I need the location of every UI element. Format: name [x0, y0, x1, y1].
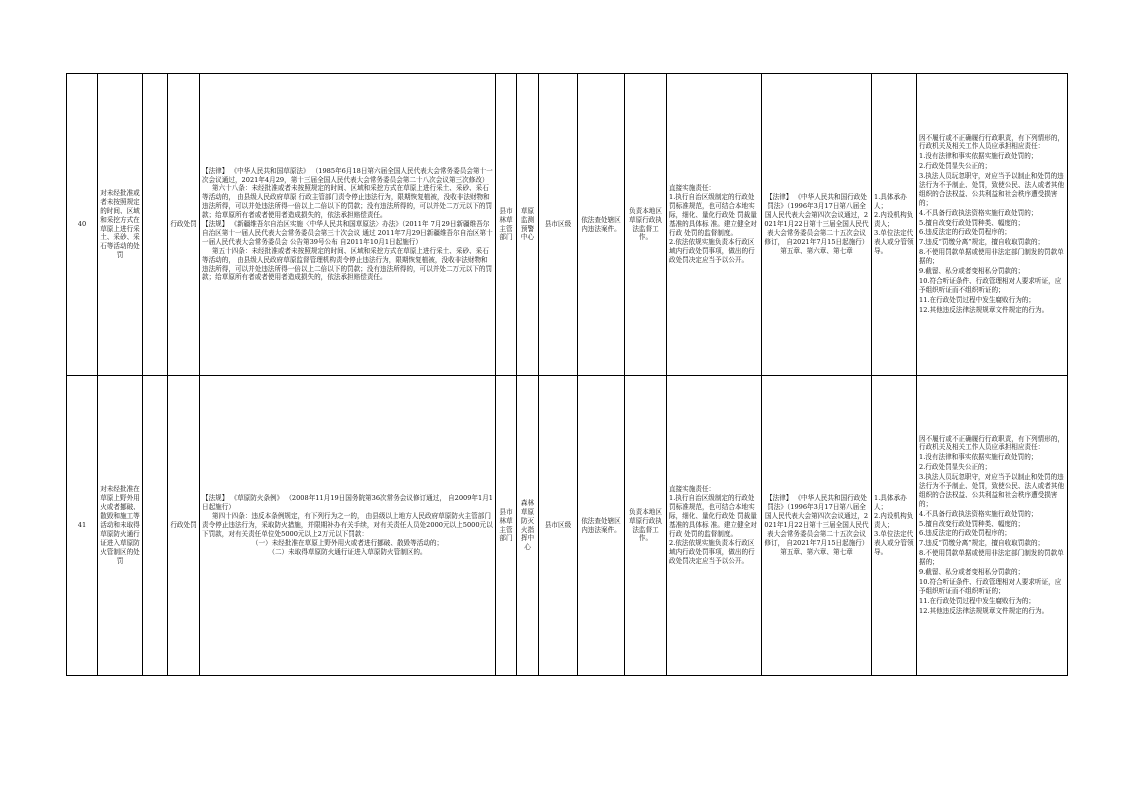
accountability-item: 2.行政处罚显失公正的；	[919, 463, 992, 472]
department: 县市林草主管部门	[496, 74, 517, 376]
basis-paragraph: （一）未经批准在草原上野外用火或者进行挪破、散毁等活动的；	[251, 538, 444, 547]
basis-paragraph: 【法规】 《新疆维吾尔自治区实施〈中华人民共和国草原法〉办法》（2011年 7月29日新疆维吾尔自治区第十一届人民代表大会常务委员会第三十次会议 通过 2011年7月29日新疆维吾尔自治区第十一届人民代表大会常务委员会 公告第39号公布 自2011年10月1日起施行）	[202, 220, 493, 246]
accountability-item: 2.行政处罚显失公正的；	[919, 162, 992, 171]
basis-paragraph: 第六十八条：未经批准或者未按照规定的时间、区域和采挖方式在草原上进行采土、采砂、采石等活动的， 由县级人民政府草原 行政主管部门责令停止违法行为，限期恢复植被，没收非法财物和违法所得，可以并处违法所得一倍以上二倍以下的罚款；没有违法所得的，可以并处二万元以下的罚款；给草原所有者或者使用者造成损失的，依法承担赔偿责任。	[202, 184, 493, 220]
accountability-item: 6.违反法定的行政处罚程序的；	[919, 228, 1012, 237]
accountability-item: 8.不使用罚款单据或使用非法定部门制发的罚款单据的；	[919, 248, 1064, 266]
scope: 依法查处辖区内违法案件。	[578, 376, 625, 676]
responsible-item: 2.内设机构负责人；	[874, 512, 914, 530]
table-row	[67, 376, 1068, 676]
accountability-item: 7.违反“罚缴分离”规定，擅自收取罚款的；	[919, 539, 1045, 548]
item-category: 行政处罚	[168, 74, 200, 376]
basis-paragraph: 第五十四条：未经批准或者未按照规定的时间、区域和采挖方式在草原上进行采土、采砂、采石等活动的， 由县级人民政府草原监督管理机构责令停止违法行为，限期恢复植被，没收非法财物和违法所得，可以并处违法所得一倍以上二倍以下的罚款；没有违法所得的，可以并处二万元以下的罚款；给草原所有者或者使用者造成损失的，依法承担赔偿责任。	[202, 246, 493, 282]
accountability-item: 10.符合听证条件、行政管理相对人要求听证，应予组织听证而不组织听证的；	[919, 276, 1062, 294]
duties: 直接实施责任： 1.执行自治区级制定的行政处罚标准规范，也可结合本地实际，细化、量化行政处 罚裁量基准的具体标 准。建立健全对行政 处罚的监督制度。 2.依法依规实施负责本行政区域内行政处罚事项，做出的行政处罚决定应当予以公开。	[667, 376, 762, 676]
legal-basis	[200, 74, 496, 376]
accountability-item: 8.不使用罚款单据或使用非法定部门制发的罚款单据的；	[919, 549, 1064, 567]
accountability-item: 9.截留、私分或者变相私分罚款的；	[919, 568, 1025, 576]
sub-item	[143, 376, 168, 676]
responsible-item: 3.单位法定代表人或分管领导。	[874, 529, 914, 556]
accountability	[917, 376, 1068, 676]
responsible-item: 1.具体承办人；	[874, 193, 907, 211]
level: 县市区级	[539, 74, 578, 376]
basis-paragraph: 第四十四条：违反本条例规定，有下列行为之一的， 由县级以上地方人民政府草原防火主管部门责令停止违法行为，采取防火措施，并限期补办有关手续，对有关责任人员处2000元以上5000元以下罚款，对有关责任单位处5000元以上2万元以下罚款：	[202, 512, 493, 538]
accountability-item: 11.在行政处罚过程中发生腐败行为的；	[919, 596, 1035, 605]
responsible-persons	[872, 74, 917, 376]
accountability-item: 4.不具备行政执法资格实施行政处罚的；	[919, 509, 1038, 518]
item-name: 对未经批准在草原上野外用火或者挪破、散毁和施工等活动和未取得草原防火通行证进入草原防火管制区的处罚	[98, 376, 143, 676]
scope: 依法查处辖区内违法案件。	[578, 74, 625, 376]
accountability-item: 因不履行或不正确履行行政职责，有下列情形的，行政机关及相关工作人员应承担相应责任：	[919, 434, 1065, 452]
responsible-item: 3.单位法定代表人或分管领导。	[874, 228, 914, 255]
accountability-item: 4.不具备行政执法资格实施行政处罚的；	[919, 208, 1038, 217]
responsible-persons	[872, 376, 917, 676]
accountability-item: 3.执法人员玩忽职守，对应当予以制止和处罚的违法行为不予制止、处罚，致使公民、法人或者其他组织的合法权益、公共利益和社会秩序遭受损害的；	[919, 172, 1065, 207]
responsible-item: 1.具体承办人；	[874, 494, 907, 512]
accountability-item: 1.没有法律和事实依据实施行政处罚的；	[919, 152, 1038, 161]
department: 县市林草主管部门	[496, 376, 517, 676]
accountability-item: 10.符合听证条件、行政管理相对人要求听证，应予组织听证而不组织听证的；	[919, 577, 1062, 595]
role: 负责本地区草原行政执法监督工作。	[625, 74, 667, 376]
accountability	[917, 74, 1068, 376]
law-reference: 【法律】 《中华人民共和国行政处罚法》（1996年3月17日第八届全国人民代表大会第四次会议通过，2021年1月22日第十三届全国人民代表大会常务委员会第二十五次会议修订， 自2021年7月15日起施行） 第五章、第六章、第七章	[762, 74, 872, 376]
accountability-item: 6.违反法定的行政处罚程序的；	[919, 529, 1012, 538]
implementing-unit: 草原监测预警中心	[517, 74, 539, 376]
accountability-item: 7.违反“罚缴分离”规定，擅自收取罚款的；	[919, 238, 1045, 247]
item-name: 对未经批准或者未按照规定的时间、区域和采挖方式在草原上进行采土、采砂、采石等活动的处罚	[98, 74, 143, 376]
accountability-item: 3.执法人员玩忽职守，对应当予以制止和处罚的违法行为不予制止、处罚，致使公民、法人或者其他组织的合法权益、公共利益和社会秩序遭受损害的；	[919, 473, 1065, 508]
row-number: 41	[67, 376, 98, 676]
sub-item	[143, 74, 168, 376]
law-reference: 【法律】 《中华人民共和国行政处罚法》（1996年3月17日第八届全国人民代表大会第四次会议通过，2021年1月22日第十三届全国人民代表大会常务委员会第二十五次会议修订， 自2021年7月15日起施行） 第五章、第六章、第七章	[762, 376, 872, 676]
basis-paragraph: （二）未取得草原防火通行证进入草原防火管制区的。	[268, 547, 427, 556]
accountability-item: 9.截留、私分或者变相私分罚款的；	[919, 267, 1025, 275]
implementing-unit: 森林草原防灭火指挥中心	[517, 376, 539, 676]
accountability-item: 12.其他违反法律法规规章文件规定的行为。	[919, 305, 1049, 314]
accountability-item: 11.在行政处罚过程中发生腐败行为的；	[919, 295, 1035, 304]
responsible-item: 2.内设机构负责人；	[874, 211, 914, 229]
responsibility-table	[66, 73, 1068, 676]
legal-basis	[200, 376, 496, 676]
role: 负责本地区草原行政执法监督工作。	[625, 376, 667, 676]
table-row	[67, 74, 1068, 376]
item-category: 行政处罚	[168, 376, 200, 676]
duties: 直接实施责任： 1.执行自治区级制定的行政处罚标准规范，也可结合本地实际，细化、量化行政处 罚裁量基准的具体标 准。建立健全对行政 处罚的监督制度。 2.依法依规实施负责本行政区域内行政处罚事项，做出的行政处罚决定应当予以公开。	[667, 74, 762, 376]
basis-paragraph: 【法规】 《草原防火条例》 （2008年11月19日国务院第36次常务会议修订通过， 自2009年1月1日起施行）	[202, 494, 494, 512]
accountability-item: 1.没有法律和事实依据实施行政处罚的；	[919, 453, 1038, 462]
basis-paragraph: 【法律】 《中华人民共和国草原法》 （1985年6月18日第六届全国人民代表大会常务委员会第十一次会议通过，2021年4月29，第十三届全国人民代表大会常务委员会第二十八次会议第三次修改）	[202, 166, 493, 184]
accountability-item: 因不履行或不正确履行行政职责，有下列情形的，行政机关及相关工作人员应承担相应责任：	[919, 133, 1065, 151]
accountability-item: 5.擅自改变行政处罚种类、幅度的；	[919, 519, 1025, 528]
accountability-item: 12.其他违反法律法规规章文件规定的行为。	[919, 606, 1049, 615]
row-number: 40	[67, 74, 98, 376]
level: 县市区级	[539, 376, 578, 676]
accountability-item: 5.擅自改变行政处罚种类、幅度的；	[919, 218, 1025, 227]
